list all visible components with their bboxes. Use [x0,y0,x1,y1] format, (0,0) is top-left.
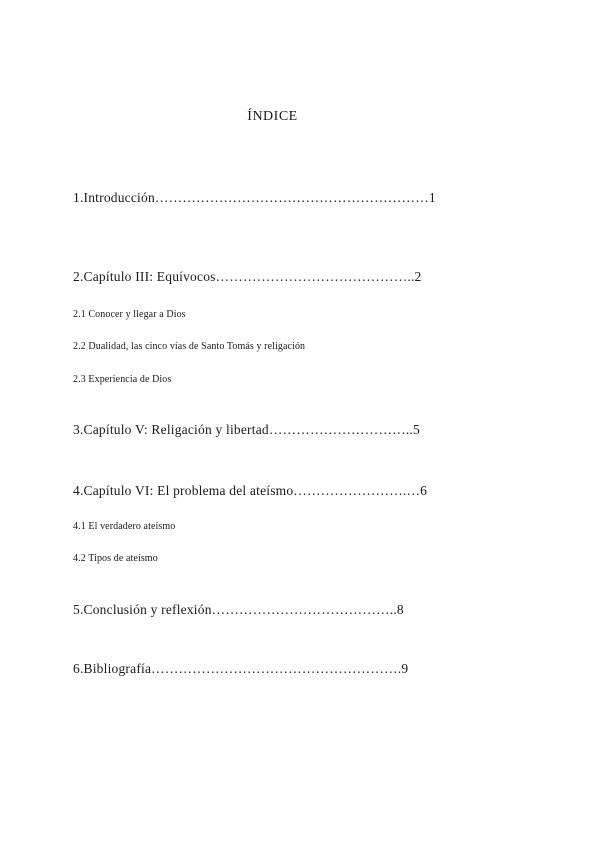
toc-subentry-2-2[interactable]: 2.2 Dualidad, las cinco vías de Santo Tomás y religación [73,341,306,352]
toc-entry-capitulo-vi[interactable]: 4.Capítulo VI: El problema del ateísmo…………………….…6 [73,483,428,498]
toc-entry-capitulo-v[interactable]: 3.Capítulo V: Religación y libertad…………………………..5 [73,422,420,437]
toc-subentry-4-1[interactable]: 4.1 El verdadero ateísmo [73,521,176,532]
toc-entry-introduccion[interactable]: 1.Introducción……………………………………………………1 [73,190,436,205]
toc-subentry-2-3[interactable]: 2.3 Experiencia de Dios [73,374,172,385]
toc-subentry-2-1[interactable]: 2.1 Conocer y llegar a Dios [73,309,186,320]
toc-entry-conclusion[interactable]: 5.Conclusión y reflexión…………………………………..8 [73,602,404,617]
toc-subentry-4-2[interactable]: 4.2 Tipos de ateísmo [73,553,158,564]
index-title: ÍNDICE [247,109,298,124]
toc-entry-capitulo-iii[interactable]: 2.Capítulo III: Equívocos……………………………………..2 [73,269,422,284]
toc-entry-bibliografia[interactable]: 6.Bibliografía……………………………………………….9 [73,661,409,676]
